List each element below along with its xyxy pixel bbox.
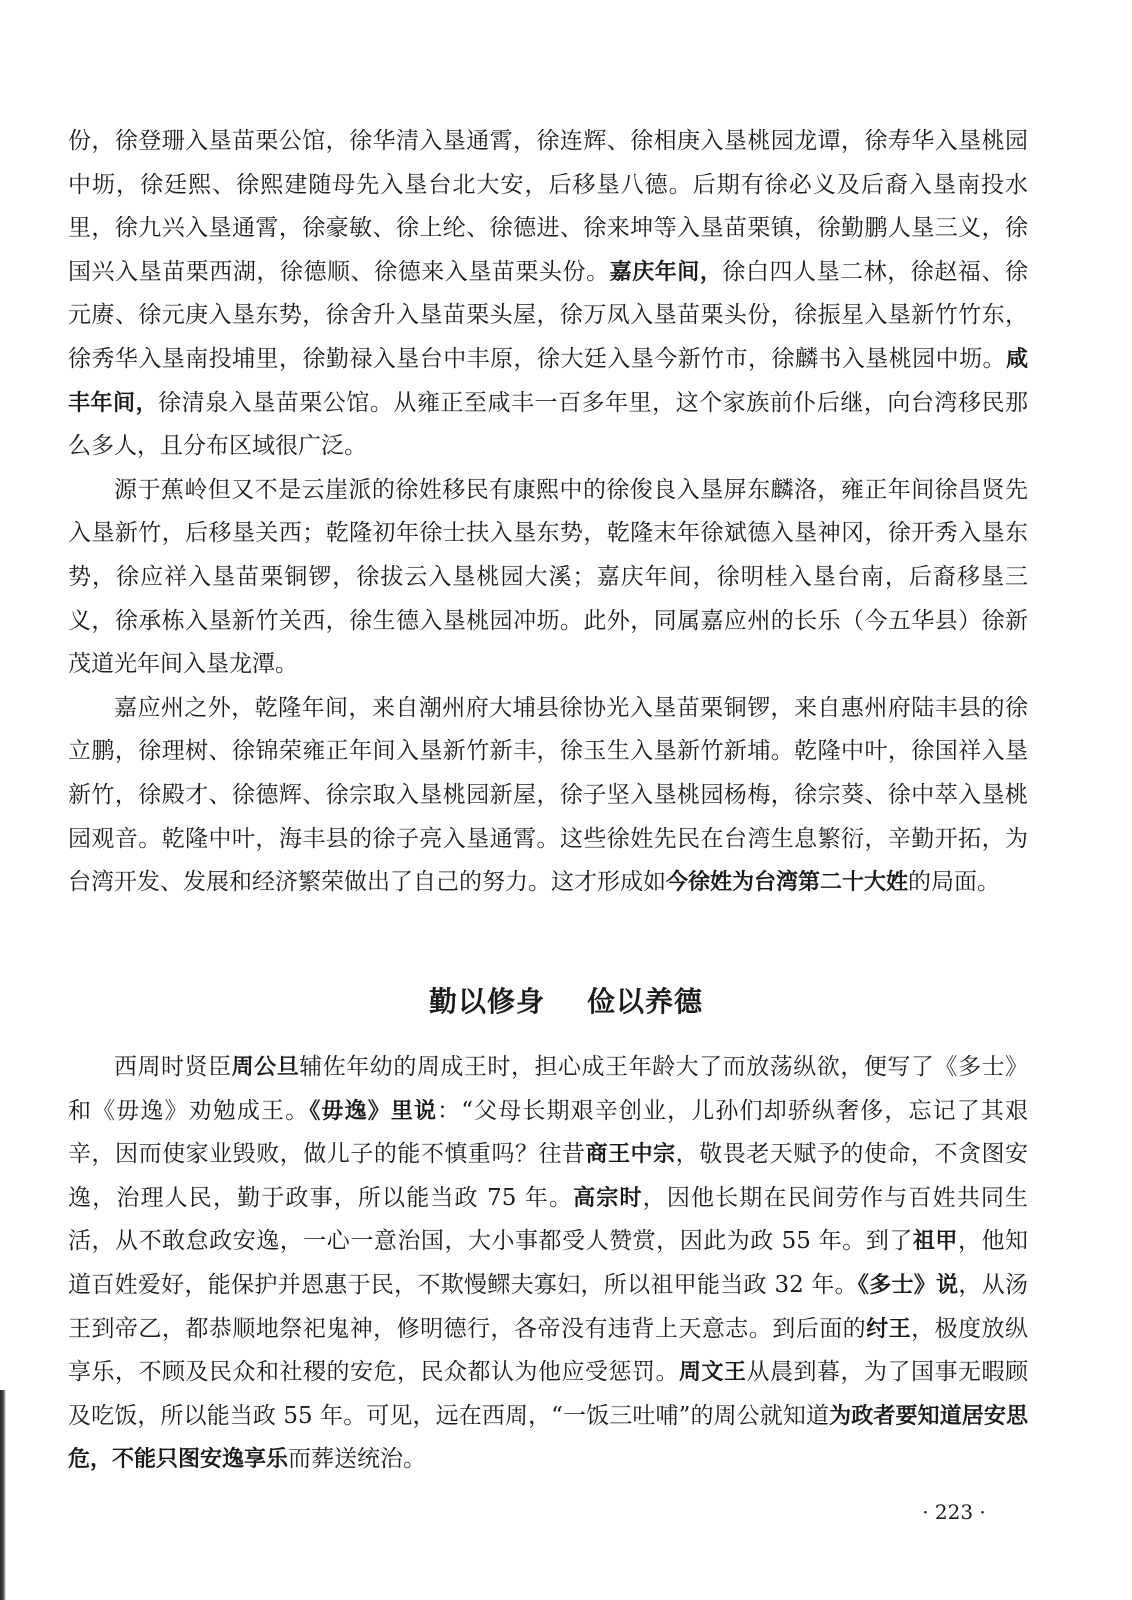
paragraph-3-bold: 今徐姓为台湾第二十大姓	[666, 870, 909, 896]
paragraph-3-text-2: 的局面。	[908, 869, 1001, 896]
paragraph-4-text-4: ，敬畏老天赋予的使命，不贪图安逸，治理人民，勤于政事，所以能当政 75 年。	[68, 1141, 1029, 1211]
paragraph-1-text-2: 徐白四人垦二林，徐赵福、徐元赓、徐元庚入垦东势，徐舍升入垦苗栗头屋，徐万凤入垦苗栗头份，徐振星入垦新竹竹东，徐秀华入垦南投埔里，徐勤禄入垦台中丰原，徐大廷入垦今新竹市，徐麟书入垦桃园中坜。	[68, 258, 1029, 372]
paragraph-4-bold-4: 高宗时	[573, 1185, 643, 1211]
section-heading-right: 俭以养德	[587, 985, 704, 1018]
paragraph-4-text-6: ，他知道百姓爱好，能保护并恩惠于民，不欺慢鳏夫寡妇，所以祖甲能当政 32 年。	[68, 1228, 1028, 1298]
body-text-lower	[68, 1046, 1028, 1482]
paragraph-1-text-1: 份，徐登珊入垦苗栗公馆，徐华清入垦通霄，徐连辉、徐相庚入垦桃园龙谭，徐寿华入垦桃园中坜，徐廷熙、徐熙建随母先入垦台北大安，后移垦八德。后期有徐必义及后裔入垦南投水里，徐九兴入垦通霄，徐豪敏、徐上纶、徐德进、徐来坤等入垦苗栗镇，徐勤鹏人垦三义，徐国兴入垦苗栗西湖，徐德顺、徐德来入垦苗栗头份。	[68, 128, 1028, 285]
paragraph-1-bold-jiaqing: 嘉庆年间，	[609, 259, 723, 285]
paragraph-4-text-2: 辅佐年幼的周成王时，担心成王年龄大了而放荡纵欲，便写了《多士》和《毋逸》劝勉成王。	[68, 1054, 1028, 1124]
paragraph-4-bold-7: 纣王	[866, 1316, 912, 1342]
paragraph-1-text-3: 徐清泉入垦苗栗公馆。从雍正至咸丰一百多年里，这个家族前仆后继，向台湾移民那么多人，且分布区域很广泛。	[68, 389, 1028, 460]
paragraph-4-text-9: 从晨到暮，为了国事无暇顾及吃饭，所以能当政 55 年。可见，远在西周，“一饭三吐哺”的周公就知道	[68, 1359, 1028, 1429]
body-text-upper	[68, 120, 1028, 905]
paragraph-4-bold-8: 周文王	[679, 1360, 747, 1386]
scan-edge-shadow	[0, 1390, 6, 1600]
paragraph-4-text-8: ，极度放纵享乐，不顾及民众和社稷的安危，民众都认为他应受惩罚。	[68, 1315, 1028, 1386]
paragraph-1-bold-xianfeng: 咸丰年间，	[68, 346, 1028, 416]
paragraph-4-bold-3: 商王中宗	[585, 1142, 676, 1168]
paragraph-4	[68, 1046, 1028, 1482]
paragraph-4-bold-5: 祖甲	[912, 1229, 958, 1255]
section-heading	[0, 980, 1132, 1020]
paragraph-4-text-3: ：“父母长期艰辛创业，儿孙们却骄纵奢侈，忘记了其艰辛，因而使家业毁败，做儿子的能不慎重吗？往昔	[68, 1097, 1028, 1168]
section-heading-left: 勤以修身	[428, 985, 545, 1018]
paragraph-1	[68, 120, 1028, 469]
paragraph-4-bold-1: 周公旦	[231, 1055, 300, 1080]
paragraph-4-text-1: 西周时贤臣	[114, 1054, 232, 1080]
paragraph-4-bold-6: 《多士》说	[857, 1272, 959, 1298]
page-number: · 223 ·	[922, 1500, 986, 1524]
paragraph-4-text-10: 而葬送统治。	[288, 1446, 427, 1473]
paragraph-3-text-1: 嘉应州之外，乾隆年间，来自潮州府大埔县徐协光入垦苗栗铜锣，来自惠州府陆丰县的徐立鹏，徐理树、徐锦荣雍正年间入垦新竹新丰，徐玉生入垦新竹新埔。乾隆中叶，徐国祥入垦新竹，徐殿才、徐德辉、徐宗取入垦桃园新屋，徐子坚入垦桃园杨梅，徐宗葵、徐中萃入垦桃园观音。乾隆中叶，海丰县的徐子亮入垦通霄。这些徐姓先民在台湾生息繁衍，辛勤开拓，为台湾开发、发展和经济繁荣做出了自己的努力。这才形成如	[68, 694, 1028, 896]
paragraph-4-text-5: ，因他长期在民间劳作与百姓共同生活，从不敢怠政安逸，一心一意治国，大小事都受人赞赏，因此为政 55 年。到了	[68, 1184, 1028, 1255]
paragraph-4-bold-2: 《毋逸》里说	[309, 1098, 438, 1124]
paragraph-3	[68, 687, 1028, 905]
paragraph-4-text-7: ，从汤王到帝乙，都恭顺地祭祀鬼神，修明德行，各帝没有违背上天意志。到后面的	[68, 1271, 1028, 1342]
paragraph-2: 源于蕉岭但又不是云崖派的徐姓移民有康熙中的徐俊良入垦屏东麟洛，雍正年间徐昌贤先入垦新竹，后移垦关西；乾隆初年徐士扶入垦东势，乾隆末年徐斌德入垦神冈，徐开秀入垦东势，徐应祥入垦苗栗铜锣，徐拔云入垦桃园大溪；嘉庆年间，徐明桂入垦台南，后裔移垦三义，徐承栋入垦新竹关西，徐生德入垦桃园冲坜。此外，同属嘉应州的长乐（今五华县）徐新茂道光年间入垦龙潭。	[68, 476, 1028, 678]
paragraph-4-bold-9: 为政者要知道居安思危，不能只图安逸享乐	[68, 1403, 1028, 1473]
